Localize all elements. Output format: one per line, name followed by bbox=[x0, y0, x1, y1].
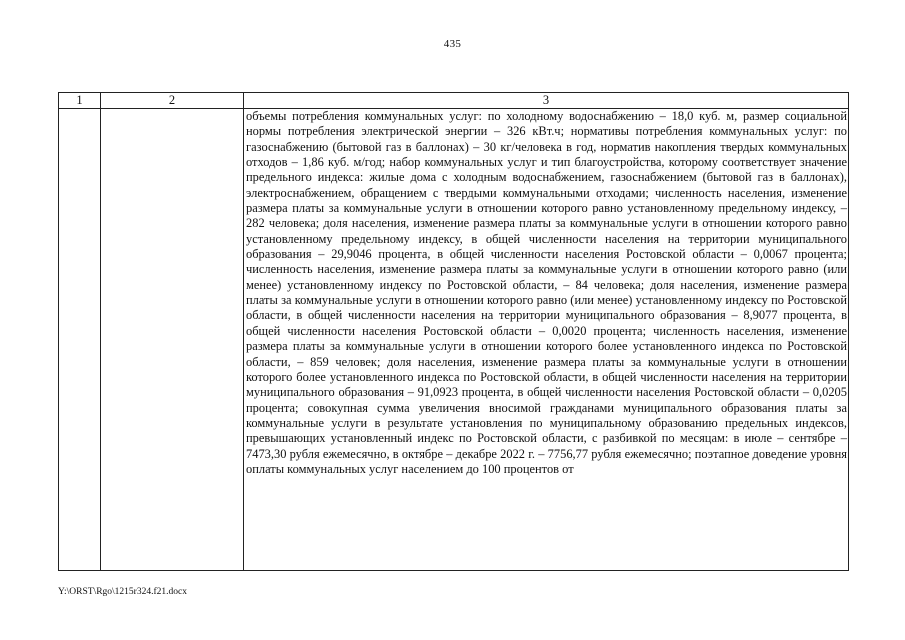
document-table bbox=[58, 92, 849, 571]
table-cell-col3 bbox=[244, 109, 849, 571]
column-header-1: 1 bbox=[59, 93, 101, 109]
table-cell-col2 bbox=[101, 109, 244, 571]
table-row bbox=[59, 109, 849, 571]
cell-paragraph: объемы потребления коммунальных услуг: по холодному водоснабжению – 18,0 куб. м, размер социальной нормы потребления электрической энергии – 326 кВт.ч; нормативы потребления коммунальных услуг: по газоснабжению (бытовой газ в баллонах) – 30 кг/человека в год, норматив накопления твердых коммунальных отходов – 1,86 куб. м/год; набор коммунальных услуг и тип благоустройства, которому соответствует значение предельного индекса: жилые дома с холодным водоснабжением, газоснабжением (бытовой газ в баллонах), электроснабжением, обращением с твердыми коммунальными отходами; численность населения, изменение размера платы за коммунальные услуги в отношении которого равно установленному предельному индексу, – 282 человека; доля населения, изменение размера платы за коммунальные услуги в отношении которого равно установленному предельному индексу, в общей численности населения на территории муниципального образования – 29,9046 процента, в общей численности населения Ростовской области – 0,0067 процента; численность населения, изменение размера платы за коммунальные услуги в отношении которого равно (или менее) установленному индексу по Ростовской области, – 84 человека; доля населения, изменение размера платы за коммунальные услуги в отношении которого равно (или менее) установленному индексу по Ростовской области, в общей численности населения на территории муниципального образования – 8,9077 процента, в общей численности населения Ростовской области – 0,0020 процента; численность населения, изменение размера платы за коммунальные услуги в отношении которого более установленного индекса по Ростовской области, – 859 человек; доля населения, изменение размера платы за коммунальные услуги в отношении которого более установленного индекса по Ростовской области, в общей численности населения на территории муниципального образования – 91,0923 процента, в общей численности населения Ростовской области – 0,0205 процента; совокупная сумма увеличения вносимой гражданами муниципального образования платы за коммунальные услуги в результате установления по муниципальному образованию предельных индексов, превышающих установленный индекс по Ростовской области, с разбивкой по месяцам: в июле – сентябре – 7473,30 рубля ежемесячно, в октябре – декабре 2022 г. – 7756,77 рубля ежемесячно; поэтапное доведение уровня оплаты коммунальных услуг населением до 100 процентов от bbox=[246, 109, 847, 476]
column-header-3: 3 bbox=[244, 93, 849, 109]
file-path: Y:\ORST\Rgo\1215r324.f21.docx bbox=[58, 587, 187, 597]
page-number: 435 bbox=[443, 38, 462, 50]
column-header-2: 2 bbox=[101, 93, 244, 109]
table-header-row bbox=[59, 93, 849, 109]
table-cell-col1 bbox=[59, 109, 101, 571]
